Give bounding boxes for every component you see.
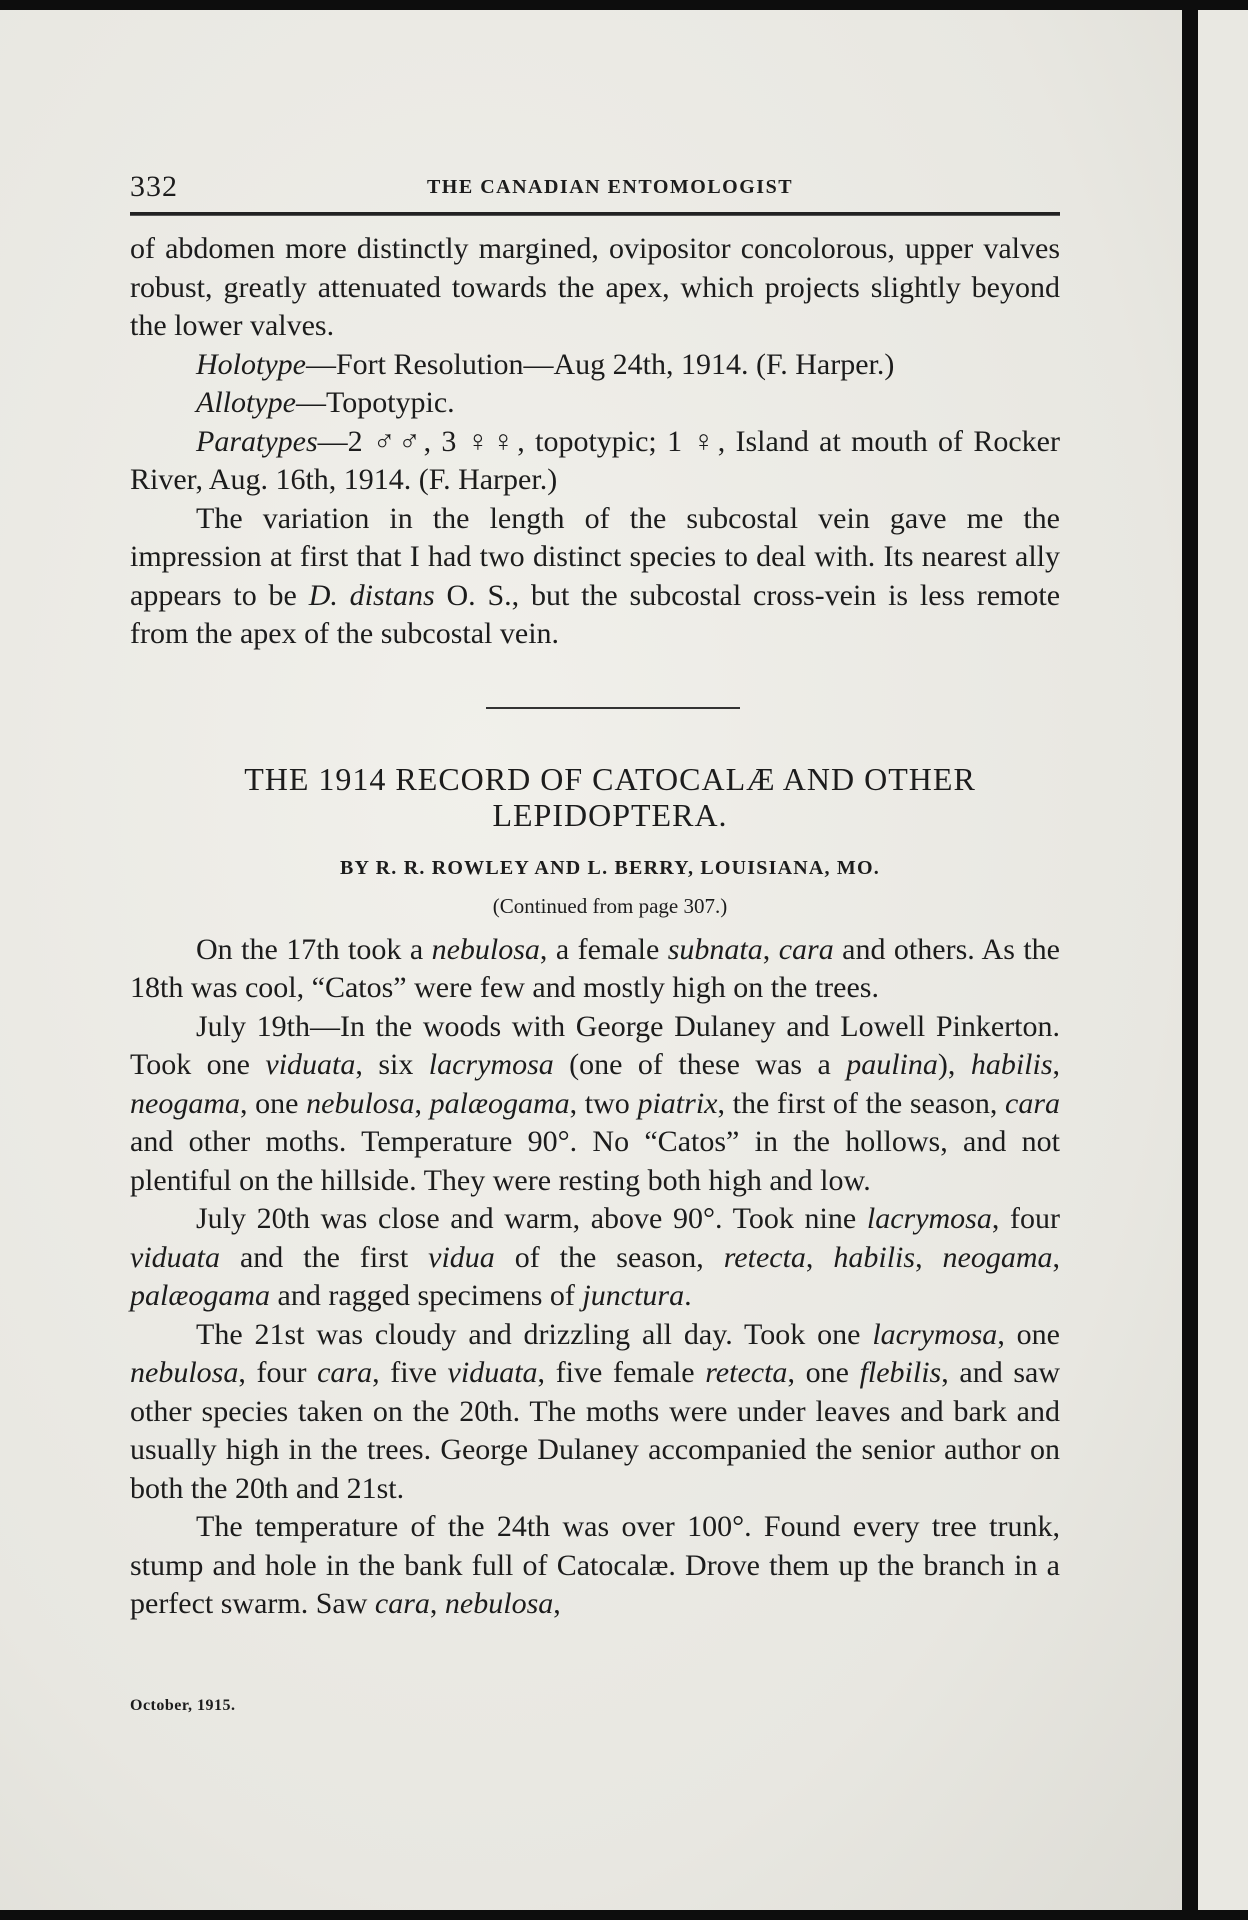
article-title xyxy=(130,761,1060,833)
variation-text: The variation in the length of the subcostal vein gave me the impression at first that I had two distinct species to deal with. xyxy=(130,501,1060,573)
allotype-line xyxy=(130,384,1060,423)
allotype-text: —Topotypic. xyxy=(295,386,455,419)
text-block xyxy=(130,170,1060,1624)
paragraph-17th: On the 17th took a nebulosa, a female subnata, cara and others. As the 18th was cool, “Catos” were few and mostly high on the trees. xyxy=(130,932,1061,1004)
running-head: THE CANADIAN ENTOMOLOGIST xyxy=(426,176,794,198)
ally-text-a: Its nearest ally appears to be xyxy=(130,540,1061,612)
title-line-2: LEPIDOPTERA. xyxy=(492,796,728,833)
paragraph-july-20: July 20th was close and warm, above 90°. Took nine lacrymosa, four viduata and the first vidua of the season, retecta, habilis, neogama, palæogama and ragged specimens of junctura. xyxy=(130,1202,1061,1312)
byline: BY R. R. ROWLEY AND L. BERRY, LOUISIANA, MO. xyxy=(340,856,880,879)
paragraph-21st: The 21st was cloudy and drizzling all day. Took one lacrymosa, one nebulosa, four cara, five viduata, five female retecta, one flebilis, and saw other species taken on the 20th. The moths were under leaves and bark and usually high in the trees. George Dulaney accompanied the senior author on both the 20th and 21st. xyxy=(130,1317,1061,1505)
ally-text-b: O. S., but the subcostal cross-vein is less remote from the apex of the subcostal vein. xyxy=(130,578,1061,650)
paragraph-july-19: July 19th—In the woods with George Dulaney and Lowell Pinkerton. Took one viduata, six lacrymosa (one of these was a paulina), habilis, neogama, one nebulosa, palæogama, two piatrix, the first of the season, cara and other moths. Temperature 90°. No “Catos” in the hollows, and not plentiful on the hillside. They were resting both high and low. xyxy=(130,1009,1061,1197)
header-rule xyxy=(130,212,1060,216)
next-page-edge xyxy=(1198,10,1248,1910)
species-distans: D. distans xyxy=(308,578,435,612)
paratypes-line xyxy=(130,423,1060,500)
holotype-label: Holotype xyxy=(196,347,306,381)
title-line-1: THE 1914 RECORD OF CATOCALÆ AND OTHER xyxy=(244,760,976,797)
page-number: 332 xyxy=(130,170,178,203)
footer-date: October, 1915. xyxy=(130,1697,236,1714)
continued-note: (Continued from page 307.) xyxy=(492,893,728,918)
paratypes-label: Paratypes xyxy=(196,424,318,458)
holotype-text: —Fort Resolution—Aug 24th, 1914. (F. Harper.) xyxy=(305,347,895,381)
allotype-label: Allotype xyxy=(196,386,296,419)
section-separator xyxy=(486,707,740,709)
page-header xyxy=(130,170,1060,210)
paratypes-text: —2 ♂♂, 3 ♀♀, topotypic; 1 ♀, Island at mouth of Rocker River, Aug. 16th, 1914. (F. Harper.) xyxy=(130,424,1060,496)
paragraph-variation xyxy=(130,500,1060,654)
paragraph-abdomen: of abdomen more distinctly margined, ovipositor concolorous, upper valves robust, greatly attenuated towards the apex, which projects slightly beyond the lower valves. xyxy=(130,232,1060,342)
paragraph-24th: The temperature of the 24th was over 100°. Found every tree trunk, stump and hole in the bank full of Catocalæ. Drove them up the branch in a perfect swarm. Saw cara, nebulosa, xyxy=(130,1510,1060,1620)
holotype-line xyxy=(130,346,1060,385)
